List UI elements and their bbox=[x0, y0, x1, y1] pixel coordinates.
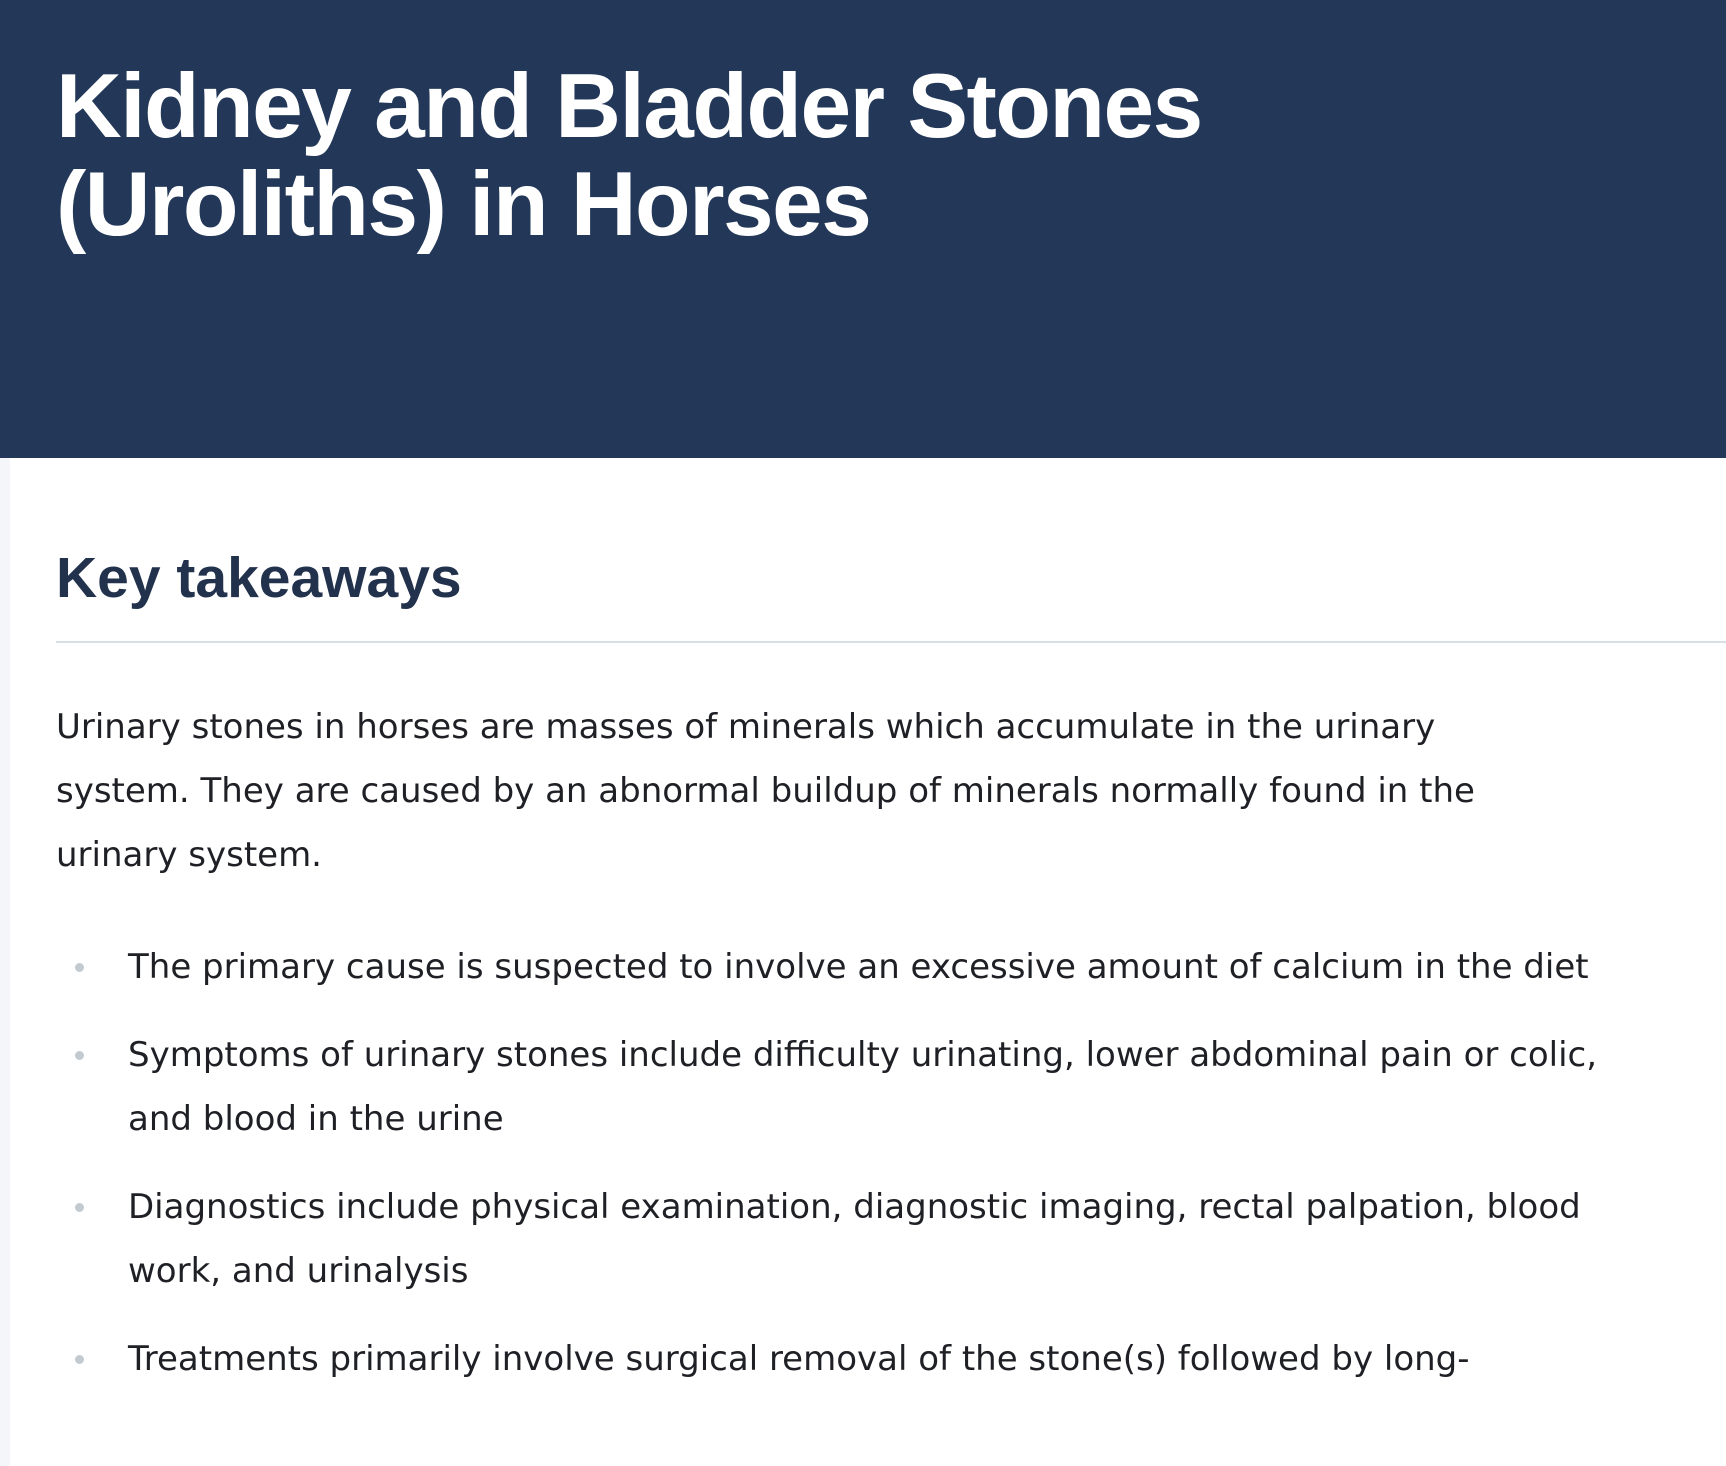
article-title: Kidney and Bladder Stones (Uroliths) in Horses bbox=[56, 56, 1202, 255]
article-content bbox=[56, 458, 1726, 1466]
takeaway-item bbox=[56, 1023, 1616, 1151]
takeaway-item bbox=[56, 935, 1616, 999]
bullet-dot-icon bbox=[75, 1051, 84, 1060]
takeaway-text: The primary cause is suspected to involve an excessive amount of calcium in the diet bbox=[128, 947, 1589, 987]
summary-paragraph: Urinary stones in horses are masses of minerals which accumulate in the urinary system. They are caused by an abnormal buildup of minerals normally found in the urinary system. bbox=[56, 707, 1475, 875]
takeaway-item bbox=[56, 1327, 1616, 1391]
key-takeaways-list bbox=[56, 935, 1616, 1415]
bullet-dot-icon bbox=[75, 1203, 84, 1212]
takeaway-text: Diagnostics include physical examination, diagnostic imaging, rectal palpation, blood work, and urinalysis bbox=[128, 1187, 1581, 1291]
section-divider bbox=[56, 641, 1726, 643]
takeaway-text: Treatments primarily involve surgical removal of the stone(s) followed by long- bbox=[128, 1339, 1470, 1379]
bullet-dot-icon bbox=[75, 1355, 84, 1364]
article-hero bbox=[0, 0, 1726, 458]
bullet-dot-icon bbox=[75, 963, 84, 972]
key-takeaways-heading: Key takeaways bbox=[56, 546, 462, 610]
takeaway-text: Symptoms of urinary stones include difficulty urinating, lower abdominal pain or colic, and blood in the urine bbox=[128, 1035, 1598, 1139]
takeaway-item bbox=[56, 1175, 1616, 1303]
